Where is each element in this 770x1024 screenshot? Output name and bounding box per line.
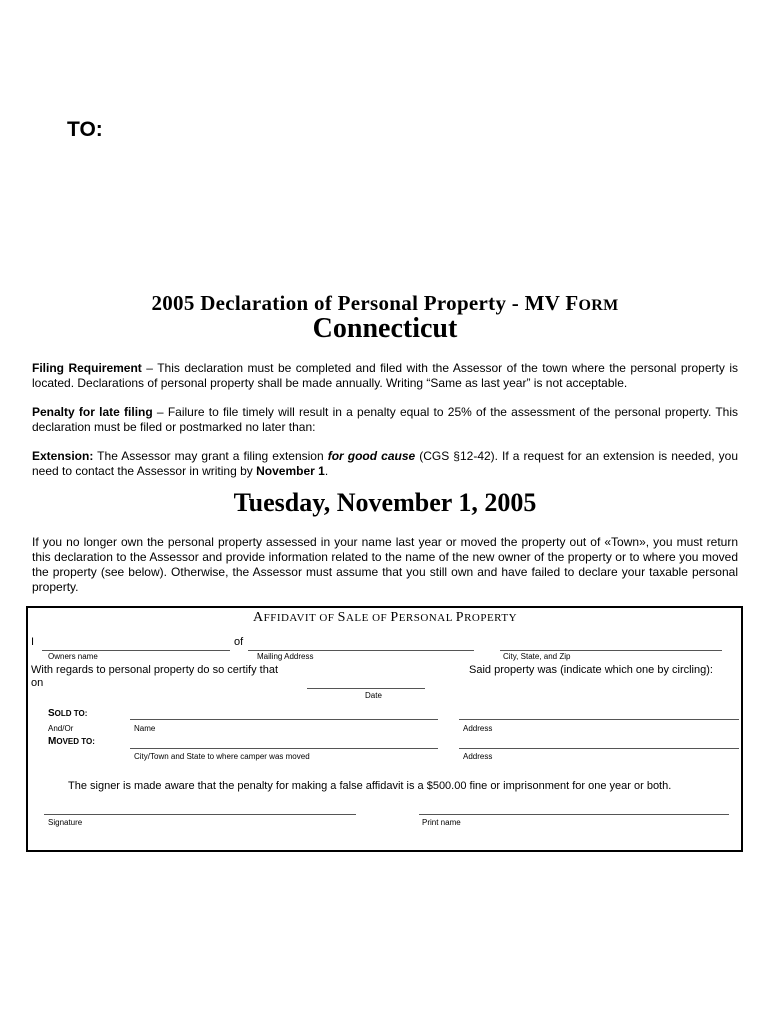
affidavit-title [0, 610, 770, 626]
certify-text: With regards to personal property do so certify that [31, 664, 279, 676]
form-title-main: 2005 Declaration of Personal Property - MV F [151, 291, 579, 315]
aff-title-part: ALE OF [345, 612, 391, 624]
city-state-zip-field[interactable] [500, 650, 722, 651]
of-label: of [234, 636, 244, 648]
filing-requirement-text: – This declaration must be completed and filed with the Assessor of the town where the personal property is located. Declarations of personal property shall be made annually. Writing “Same as last year” is not acceptable. [32, 361, 738, 390]
extension-date: November 1 [256, 464, 325, 478]
signature-field[interactable] [44, 814, 356, 815]
owners-name-field[interactable] [42, 650, 230, 651]
mailing-address-field[interactable] [248, 650, 474, 651]
aff-title-part: P [455, 610, 465, 625]
form-title-smallcaps: ORM [578, 297, 619, 314]
on-label: on [31, 677, 44, 689]
and-or-caption: And/Or [48, 724, 74, 733]
moved-to-first: M [48, 736, 57, 747]
print-name-caption: Print name [422, 818, 461, 827]
moved-to-rest: OVED TO: [56, 737, 95, 746]
aff-title-part: ERSONAL [398, 612, 456, 624]
penalty-label: Penalty for late filing [32, 405, 153, 419]
extension-label: Extension: [32, 449, 94, 463]
sold-to-address-field[interactable] [459, 719, 739, 720]
city-state-zip-caption: City, State, and Zip [503, 652, 571, 661]
aff-title-part: ROPERTY [464, 612, 518, 624]
extension-text-3: . [324, 464, 329, 478]
print-name-field[interactable] [419, 814, 729, 815]
signature-caption: Signature [48, 818, 83, 827]
extension-text-1: The Assessor may grant a filing extension [93, 449, 328, 463]
filing-requirement [32, 361, 738, 391]
address-caption-1: Address [463, 724, 493, 733]
sold-to-label [48, 708, 87, 719]
sold-to-name-field[interactable] [130, 719, 438, 720]
aff-title-part: P [390, 610, 399, 625]
penalty-paragraph [32, 405, 738, 435]
false-affidavit-notice: The signer is made aware that the penalty for making a false affidavit is a $500.00 fine or imprisonment for one year or both. [68, 780, 672, 792]
penalty-text: – Failure to file timely will result in a penalty equal to 25% of the assessment of the personal property. This declaration must be filed or postmarked no later than: [32, 405, 738, 434]
moved-to-city-field[interactable] [130, 748, 438, 749]
filing-requirement-label: Filing Requirement [32, 361, 142, 375]
aff-title-part: FFIDAVIT OF [263, 612, 338, 624]
sold-to-rest: OLD TO: [54, 709, 88, 718]
sold-to-first: S [48, 708, 55, 719]
mailing-address-caption: Mailing Address [257, 652, 314, 661]
aff-title-part: S [337, 610, 346, 625]
address-caption-2: Address [463, 752, 493, 761]
notice-paragraph: If you no longer own the personal property assessed in your name last year or moved the property out of «Town», you must return this declaration to the Assessor and provide information related to the name of the new owner of the property or to where you moved the property (see below). Otherwise, the Assessor must assume that you still own and have failed to declare your taxable personal property. [32, 535, 738, 594]
moved-to-label [48, 736, 95, 747]
name-caption: Name [134, 724, 156, 733]
i-label: I [31, 636, 35, 648]
extension-text-2: (CGS §12-42). If a request for an extension is needed, you need to contact the Assessor in writing by [32, 449, 739, 478]
owners-name-caption: Owners name [48, 652, 98, 661]
date-caption: Date [365, 691, 382, 700]
state-title: Connecticut [312, 313, 458, 344]
aff-title-part: A [252, 610, 264, 625]
to-label: TO: [67, 118, 103, 141]
deadline-date: Tuesday, November 1, 2005 [233, 488, 537, 517]
date-field[interactable] [307, 688, 425, 689]
extension-emphasis: for good cause [327, 449, 416, 463]
said-property-text: Said property was (indicate which one by circling): [469, 664, 713, 676]
extension-paragraph [32, 449, 738, 479]
city-town-caption: City/Town and State to where camper was moved [134, 752, 310, 761]
moved-to-address-field[interactable] [459, 748, 739, 749]
